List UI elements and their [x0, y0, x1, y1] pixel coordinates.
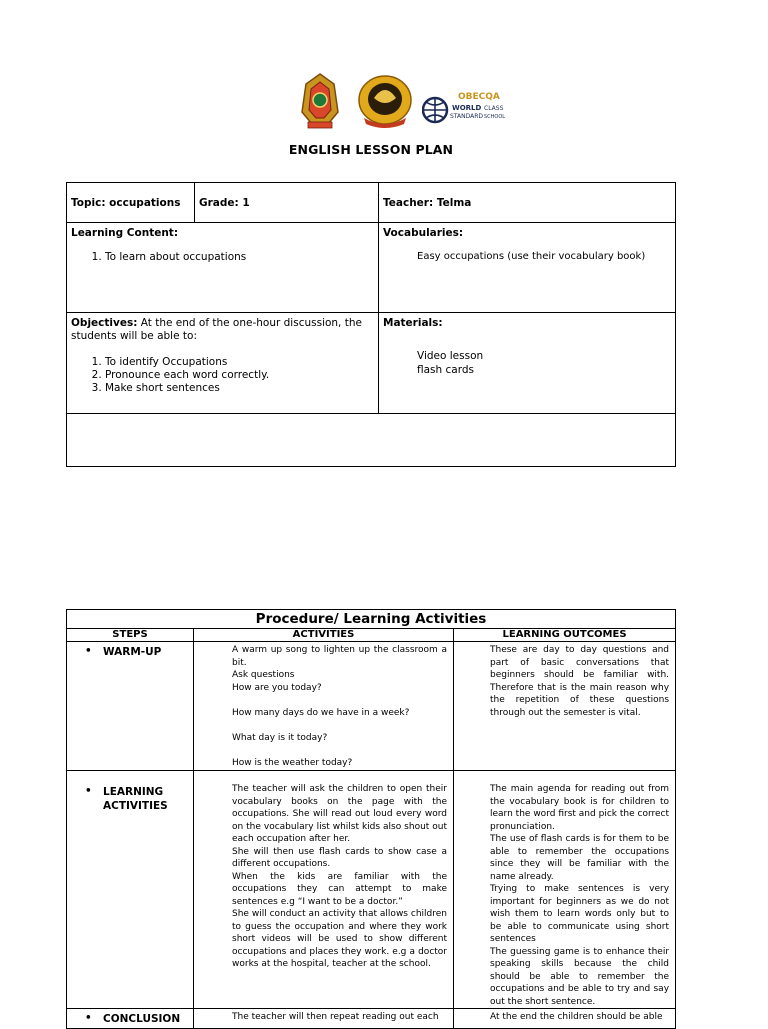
svg-text:WORLD: WORLD — [452, 104, 482, 112]
objectives-cell — [67, 313, 379, 414]
table-row — [67, 1009, 676, 1029]
column-header-activities: ACTIVITIES — [194, 629, 454, 642]
emblem-logo — [356, 74, 414, 128]
list-item: The teacher will then repeat reading out each — [232, 1012, 439, 1022]
topic-cell — [67, 183, 195, 223]
table-row — [67, 771, 676, 1009]
lesson-info-table — [66, 182, 676, 467]
objectives-text: At the end of the one-hour discussion, the students will be able to: — [71, 317, 362, 342]
school-crest-logo — [298, 72, 342, 130]
list-item: How many days do we have in a week? — [232, 707, 410, 718]
bullet-icon: • — [85, 1012, 92, 1024]
list-item: The teacher will ask the children to open their vocabulary books on the page with the occupations. She will read out loud every word on the vocabulary list whilst kids also shout out each occupation after her. — [232, 784, 447, 844]
activities-cell — [194, 642, 454, 771]
vocabularies-label: Vocabularies: — [383, 227, 464, 239]
list-item: Trying to make sentences is very important for beginners as we do not wish them to learn words only but to be able to communicate using short sentences — [490, 884, 670, 944]
logo-strip — [298, 72, 518, 130]
svg-text:OBECQA: OBECQA — [458, 92, 500, 102]
list-item: At the end the children should be able — [490, 1012, 663, 1022]
table-row — [67, 642, 676, 771]
list-item: The guessing game is to enhance their speaking skills because the child should be able to remember the occupations and be able to try and say out the short sentence. — [490, 946, 670, 1007]
svg-text:SCHOOL: SCHOOL — [484, 114, 506, 120]
svg-text:STANDARD: STANDARD — [450, 113, 484, 120]
procedure-title: Procedure/ Learning Activities — [67, 610, 676, 629]
step-conclusion: • CONCLUSION — [67, 1009, 194, 1029]
list-item: 3. Make short sentences — [105, 382, 374, 395]
bullet-icon: • — [85, 785, 92, 797]
list-item: 2. Pronounce each word correctly. — [105, 369, 374, 382]
materials-label: Materials: — [383, 317, 443, 329]
objectives-list — [71, 356, 374, 395]
list-item: 1. To learn about occupations — [105, 251, 374, 264]
step-warm-up: • WARM-UP — [67, 642, 194, 771]
list-item: When the kids are familiar with the occupations they can attempt to make sentences e.g “I want to be a doctor.” — [232, 871, 447, 907]
list-item: flash cards — [417, 364, 474, 376]
grade-label: Grade: 1 — [199, 196, 250, 209]
list-item: These are day to day questions and part of basic conversations that beginners should be familiar with. Therefore that is the main reason why the repetition of these questions through out the semester is vital. — [490, 645, 670, 718]
document-title: ENGLISH LESSON PLAN — [288, 142, 454, 157]
list-item: How is the weather today? — [232, 757, 353, 768]
teacher-cell — [379, 183, 676, 223]
outcomes-cell — [454, 771, 676, 1009]
vocabularies-cell — [379, 223, 676, 313]
list-item: How are you today? — [232, 682, 322, 693]
procedure-table — [66, 609, 676, 1029]
bullet-icon: • — [85, 645, 92, 657]
teacher-label: Teacher: Telma — [383, 196, 472, 209]
empty-cell — [67, 414, 676, 467]
svg-text:CLASS: CLASS — [484, 105, 504, 112]
vocabularies-text: Easy occupations (use their vocabulary book) — [417, 251, 646, 262]
list-item: Ask questions — [232, 670, 295, 680]
list-item: The use of flash cards is for them to be able to remember the occupations since they will be familiar with the name already. — [490, 834, 670, 882]
list-item: A warm up song to lighten up the classroom a bit. — [232, 645, 447, 668]
learning-content-label: Learning Content: — [71, 227, 179, 239]
world-class-standard-logo — [422, 88, 518, 128]
learning-content-cell — [67, 223, 379, 313]
list-item: She will then use flash cards to show case a different occupations. — [232, 846, 447, 869]
activities-cell — [194, 771, 454, 1009]
step-learning-activities: • LEARNING ACTIVITIES — [67, 771, 194, 1009]
topic-label: Topic: occupations — [71, 196, 181, 209]
objectives-label: Objectives: — [71, 317, 138, 329]
list-item: Video lesson — [417, 350, 484, 362]
list-item: She will conduct an activity that allows children to guess the occupation and where they work short videos will be used to show different occupations and places they work. e.g a doctor works at the hospital, teacher at the school. — [232, 909, 447, 969]
grade-cell — [195, 183, 379, 223]
list-item: What day is it today? — [232, 732, 328, 743]
materials-cell — [379, 313, 676, 414]
list-item: The main agenda for reading out from the vocabulary book is for children to learn the word first and pick the correct pronunciation. — [490, 784, 670, 832]
column-header-outcomes: LEARNING OUTCOMES — [454, 629, 676, 642]
learning-content-list — [71, 251, 374, 264]
activities-cell — [194, 1009, 454, 1029]
outcomes-cell — [454, 642, 676, 771]
list-item: 1. To identify Occupations — [105, 356, 374, 369]
outcomes-cell — [454, 1009, 676, 1029]
column-header-steps: STEPS — [67, 629, 194, 642]
